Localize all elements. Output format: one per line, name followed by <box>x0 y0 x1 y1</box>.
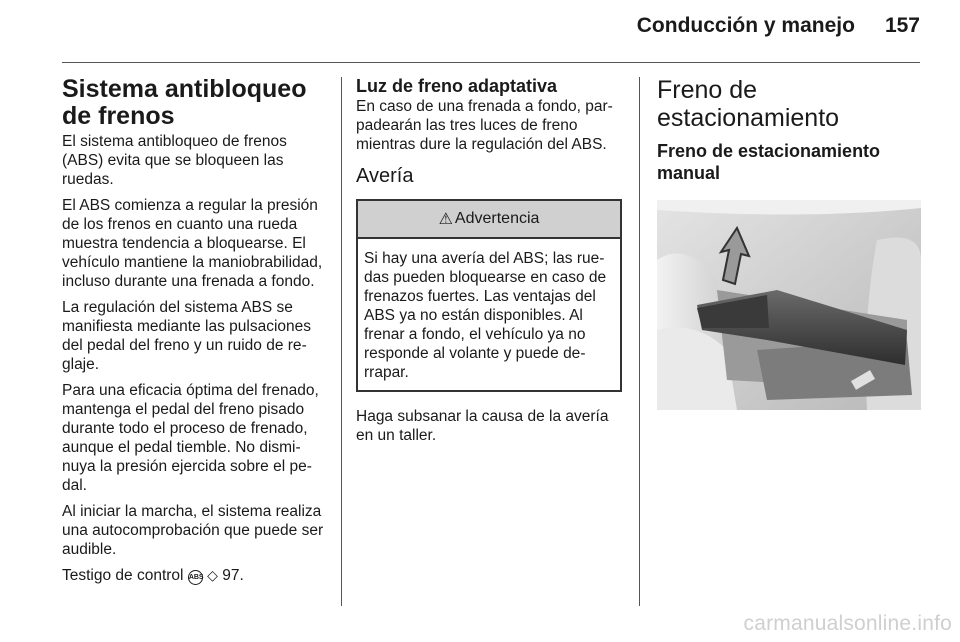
watermark: carmanualsonline.info <box>743 612 952 635</box>
warning-header <box>358 201 620 239</box>
warning-body <box>358 239 620 390</box>
warning-box <box>356 199 622 392</box>
column-divider-1 <box>341 77 342 606</box>
fault-heading: Avería <box>356 165 414 187</box>
page-reference-icon: ◇ <box>207 567 218 583</box>
column-divider-2 <box>639 77 640 606</box>
abs-icon: ABS <box>188 570 203 585</box>
warning-label: Advertencia <box>454 210 540 227</box>
abs-paragraph-5: Al iniciar la marcha, el sistema realiza una autocomprobación que puede ser audible. <box>62 503 324 558</box>
abs-heading: Sistema antibloqueo de frenos <box>62 75 307 130</box>
page-number: 157 <box>884 14 920 37</box>
control-light-text: Testigo de control <box>62 567 184 584</box>
header-divider <box>62 62 920 63</box>
abs-paragraph-2: El ABS comienza a regular la presión de los frenos en cuanto una rueda muestra tendencia a bloquearse. El vehículo mantiene la maniobrabilidad, incluso durante una frenada a fondo. <box>62 197 323 290</box>
warning-triangle-icon: ⚠ <box>438 211 453 228</box>
control-light-line <box>62 566 326 585</box>
page-header <box>637 14 920 38</box>
parking-brake-photo <box>657 200 921 410</box>
reference-page[interactable]: 97. <box>222 567 244 584</box>
manual-parking-brake-heading: Freno de estacionamiento manual <box>657 141 881 183</box>
abs-paragraph-3: La regulación del sistema ABS se manifiesta mediante las pulsaciones del pedal del freno y un ruido de reglaje. <box>62 299 311 373</box>
brake-light-text: En caso de una frenada a fondo, parpadearán las tres luces de freno mientras dure la regulación del ABS. <box>356 98 613 153</box>
column-parking-brake <box>657 76 921 410</box>
section-title: Conducción y manejo <box>636 14 855 37</box>
column-brake-light <box>356 76 622 452</box>
parking-brake-heading: Freno de estacionamiento <box>657 76 840 132</box>
abs-paragraph-1: El sistema antibloqueo de frenos (ABS) evita que se bloqueen las ruedas. <box>62 133 287 188</box>
warning-text: Si hay una avería del ABS; las ruedas pueden bloquearse en caso de frenazos fuertes. Las ventajas del ABS ya no están disponibles. Al frenar a fondo, el vehículo ya no responde al volante y puede derrapar. <box>364 250 607 381</box>
column-abs <box>62 76 326 592</box>
brake-light-heading: Luz de freno adaptativa <box>356 76 558 96</box>
abs-paragraph-4: Para una eficacia óptima del frenado, mantenga el pedal del freno pisado durante todo el proceso de frenado, aunque el pedal tiemble. No disminuya la presión ejercida sobre el pedal. <box>62 382 319 494</box>
repair-text: Haga subsanar la causa de la avería en un taller. <box>356 408 609 444</box>
